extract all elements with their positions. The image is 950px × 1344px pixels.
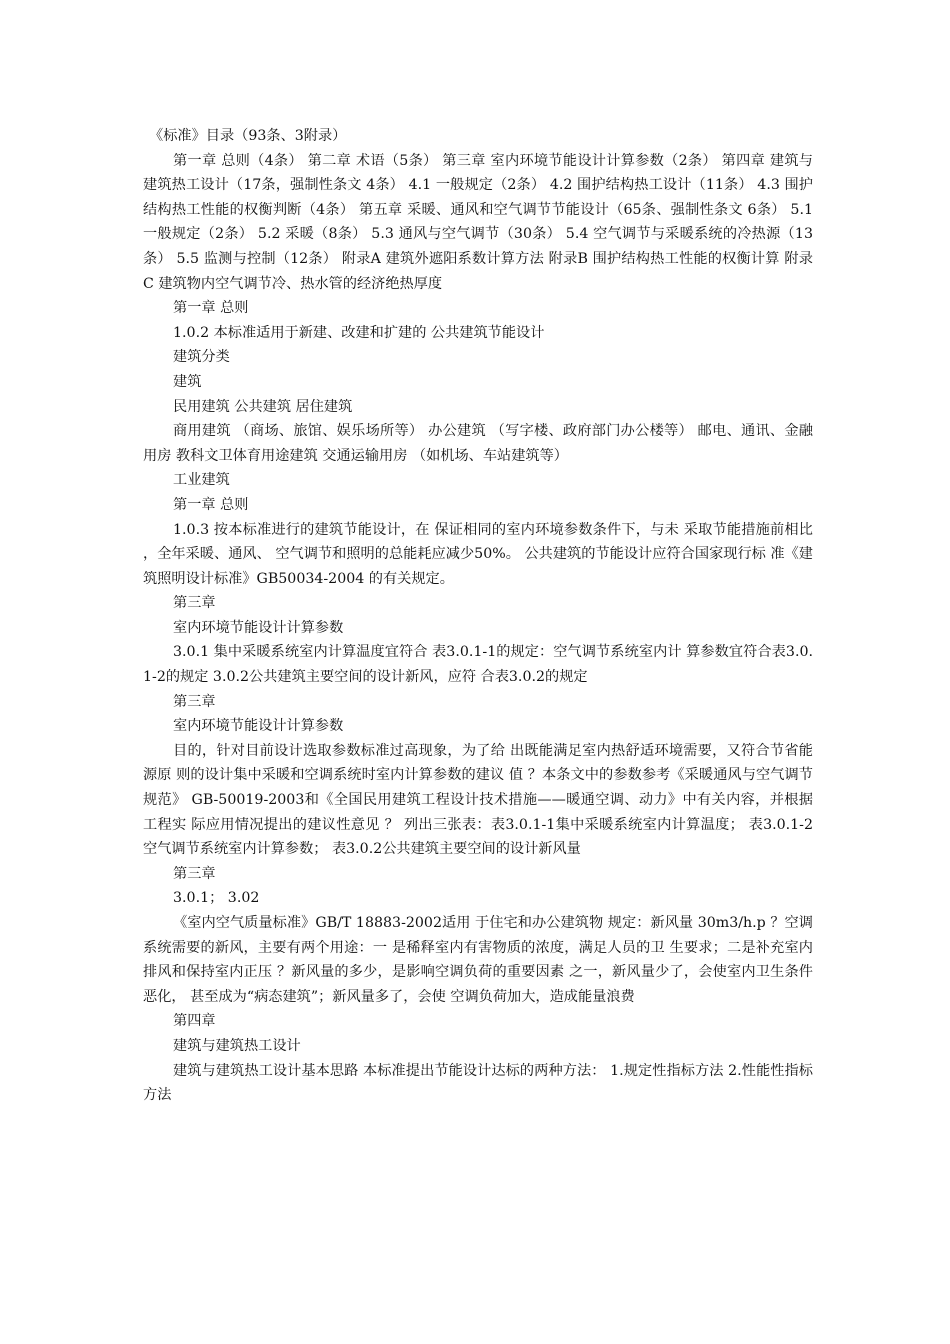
chapter-heading: 第三章 [173,865,216,882]
classification-item: 建筑 [173,373,202,390]
chapter-heading: 第三章 [173,595,216,612]
section-heading: 室内环境节能设计计算参数 [173,718,344,735]
section-heading: 建筑分类 [173,349,230,366]
clause-text: 3.0.1 集中采暖系统室内计算温度宜符合 表3.0.1-1的规定：空气调节系统室内计 算参数宜符合表3.0.1-2的规定 3.0.2公共建筑主要空间的设计新风，应符 合表3.0.2的规定 [143,644,813,686]
chapter-heading: 第一章 总则 [173,496,249,513]
chapter-heading: 第一章 总则 [173,300,249,317]
document-page [143,124,813,1108]
clause-reference: 3.0.1； 3.02 [173,890,260,907]
classification-item: 民用建筑 公共建筑 居住建筑 [173,398,353,415]
chapter-heading: 第三章 [173,693,216,710]
chapter-heading: 第四章 [173,1013,216,1030]
section-heading: 室内环境节能设计计算参数 [173,619,344,636]
toc-contents: 第一章 总则（4条） 第二章 术语（5条） 第三章 室内环境节能设计计算参数（2条） 第四章 建筑与建筑热工设计（17条，强制性条文 4条） 4.1 一般规定（2条） 4.2 围护结构热工设计（11条） 4.3 围护结构热工性能的权衡判断（4条） 第五章 采暖、通风和空气调节节能设计（65条、强制性条文 6条） 5.1 一般规定（2条） 5.2 采暖（8条） 5.3 通风与空气调节（30条） 5.4 空气调节与采暖系统的冷热源（13条） 5.5 监测与控制（12条） 附录A 建筑外遮阳系数计算方法 附录B 围护结构热工性能的权衡计算 附录C 建筑物内空气调节冷、热水管的经济绝热厚度 [143,152,813,292]
clause-text: 1.0.3 按本标准进行的建筑节能设计，在 保证相同的室内环境参数条件下，与未 采取节能措施前相比，全年采暖、通风、 空气调节和照明的总能耗应减少50%。 公共建筑的节能设计应符合国家现行标 准《建筑照明设计标准》GB50034-2004 的有关规定。 [143,521,813,587]
clause-text: 1.0.2 本标准适用于新建、改建和扩建的 公共建筑节能设计 [173,324,545,341]
section-heading: 建筑与建筑热工设计 [173,1037,301,1054]
classification-item: 商用建筑 （商场、旅馆、娱乐场所等） 办公建筑 （写字楼、政府部门办公楼等） 邮电、通讯、金融用房 教科文卫体育用途建筑 交通运输用房 （如机场、车站建筑等） [143,423,813,464]
body-paragraph: 建筑与建筑热工设计基本思路 本标准提出节能设计达标的两种方法： 1.规定性指标方法 2.性能性指标方法 [143,1062,813,1104]
toc-heading: 《标准》目录（93条、3附录） [149,128,347,144]
body-paragraph: 目的，针对目前设计选取参数标准过高现象，为了给 出既能满足室内热舒适环境需要，又符合节省能源原 则的设计集中采暖和空调系统时室内计算参数的建议 值 ？本条文中的参数参考《采暖通风与空气调节规范》 GB-50019-2003和《全国民用建筑工程设计技术措施——暖通空调、动力》中有关内容，并根据工程实 际应用情况提出的建议性意见 ？ 列出三张表：表3.0.1-1集中采暖系统室内计算温度； 表3.0.1-2空气调节系统室内计算参数； 表3.0.2公共建筑主要空间的设计新风量 [143,742,813,858]
classification-item: 工业建筑 [173,472,230,489]
body-paragraph: 《室内空气质量标准》GB/T 18883-2002适用 于住宅和办公建筑物 规定：新风量 30m3/h.p ？空调系统需要的新风，主要有两个用途：一 是稀释室内有害物质的浓度，满足人员的卫 生要求；二是补充室内排风和保持室内正压 ？新风量的多少，是影响空调负荷的重要因素 之一，新风量少了，会使室内卫生条件恶化， 甚至成为“病态建筑”；新风量多了，会使 空调负荷加大，造成能量浪费 [143,915,813,1005]
